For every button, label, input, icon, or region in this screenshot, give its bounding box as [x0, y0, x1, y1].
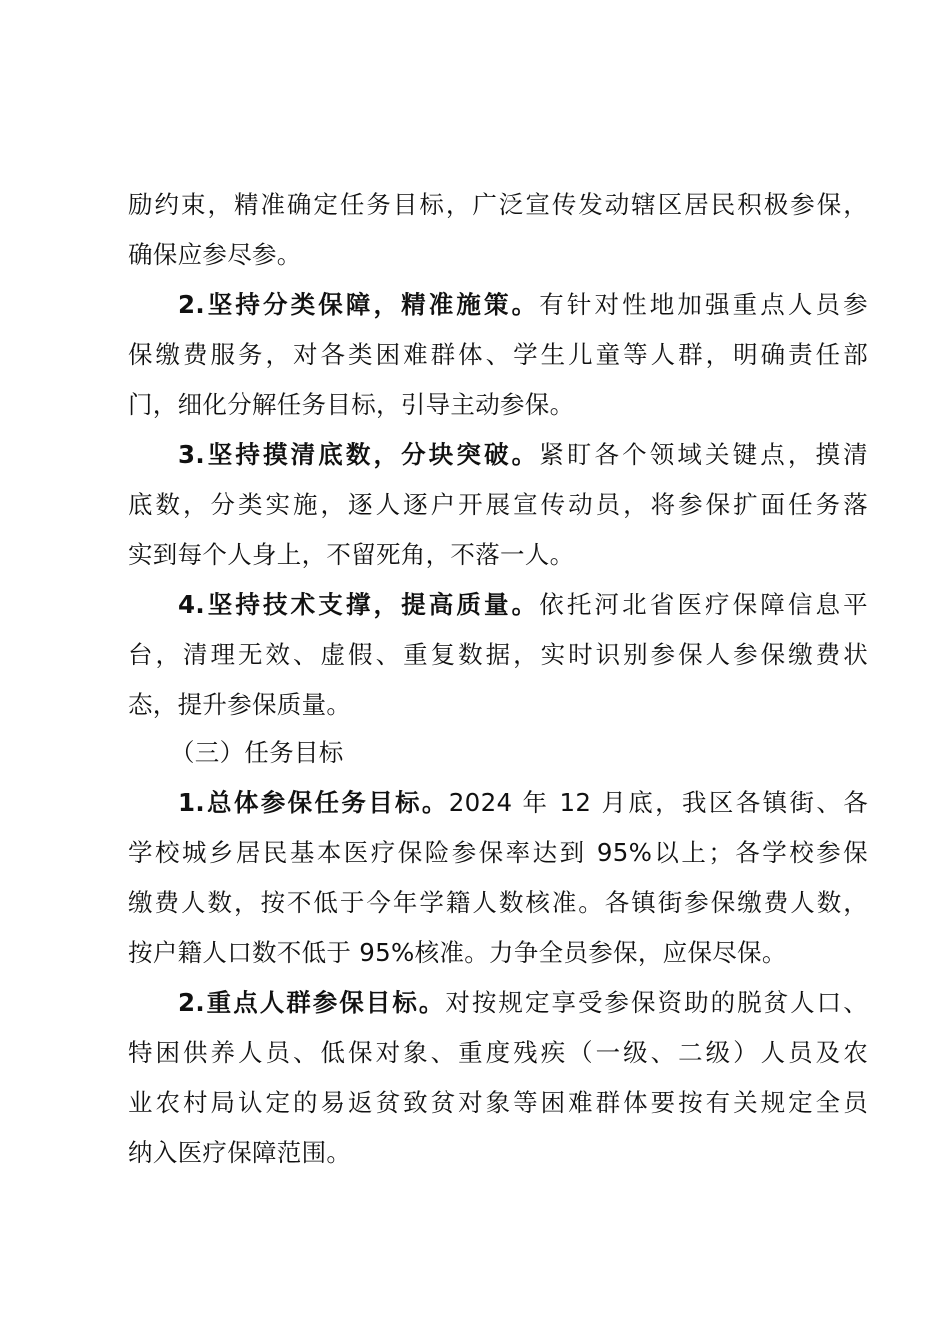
body-text: 台，清理无效、虚假、重复数据，实时识别参保人参保缴费状 — [128, 640, 868, 669]
paragraph-line — [128, 380, 868, 430]
paragraph-line — [178, 580, 868, 630]
body-text: 按户籍人口数不低于 95%核准。力争全员参保，应保尽保。 — [128, 938, 787, 967]
body-text: 门，细化分解任务目标，引导主动参保。 — [128, 390, 575, 419]
bold-heading: 2.重点人群参保目标。 — [178, 988, 446, 1017]
body-text: 实到每个人身上，不留死角，不落一人。 — [128, 540, 575, 569]
body-text: 2024 年 12 月底，我区各镇街、各 — [448, 788, 869, 817]
paragraph-line — [178, 280, 868, 330]
body-text: 确保应参尽参。 — [128, 240, 302, 269]
paragraph-line — [128, 680, 868, 730]
paragraph-line — [178, 430, 868, 480]
paragraph-line — [128, 630, 868, 680]
bold-heading: 2.坚持分类保障，精准施策。 — [178, 290, 540, 319]
body-text: 有针对性地加强重点人员参 — [539, 290, 868, 319]
body-text: 依托河北省医疗保障信息平 — [539, 590, 868, 619]
body-text: 特困供养人员、低保对象、重度残疾（一级、二级）人员及农 — [128, 1038, 868, 1067]
body-text: 态，提升参保质量。 — [128, 690, 352, 719]
body-text: 保缴费服务，对各类困难群体、学生儿童等人群，明确责任部 — [128, 340, 868, 369]
paragraph-line — [128, 480, 868, 530]
paragraph-line — [128, 180, 868, 230]
body-text: （三）任务目标 — [170, 738, 344, 767]
paragraph-line — [128, 878, 868, 928]
body-text: 对按规定享受参保资助的脱贫人口、 — [445, 988, 868, 1017]
paragraph-line — [128, 828, 868, 878]
body-text: 学校城乡居民基本医疗保险参保率达到 95%以上；各学校参保 — [128, 838, 868, 867]
paragraph-line — [128, 530, 868, 580]
body-text: 纳入医疗保障范围。 — [128, 1138, 352, 1167]
paragraph-line — [128, 330, 868, 380]
body-text: 业农村局认定的易返贫致贫对象等困难群体要按有关规定全员 — [128, 1088, 868, 1117]
body-text: 紧盯各个领域关键点，摸清 — [539, 440, 868, 469]
body-text: 励约束，精准确定任务目标，广泛宣传发动辖区居民积极参保， — [128, 190, 868, 219]
body-text: 缴费人数，按不低于今年学籍人数核准。各镇街参保缴费人数， — [128, 888, 868, 917]
body-text: 底数，分类实施，逐人逐户开展宣传动员，将参保扩面任务落 — [128, 490, 868, 519]
bold-heading: 4.坚持技术支撑，提高质量。 — [178, 590, 540, 619]
paragraph-line — [128, 1128, 868, 1178]
paragraph-line — [178, 778, 868, 828]
paragraph-line — [128, 1028, 868, 1078]
bold-heading: 3.坚持摸清底数，分块突破。 — [178, 440, 540, 469]
paragraph-line — [128, 230, 868, 280]
paragraph-line — [128, 1078, 868, 1128]
paragraph-line — [178, 978, 868, 1028]
bold-heading: 1.总体参保任务目标。 — [178, 788, 449, 817]
paragraph-line — [128, 928, 868, 978]
section-heading — [170, 728, 868, 778]
